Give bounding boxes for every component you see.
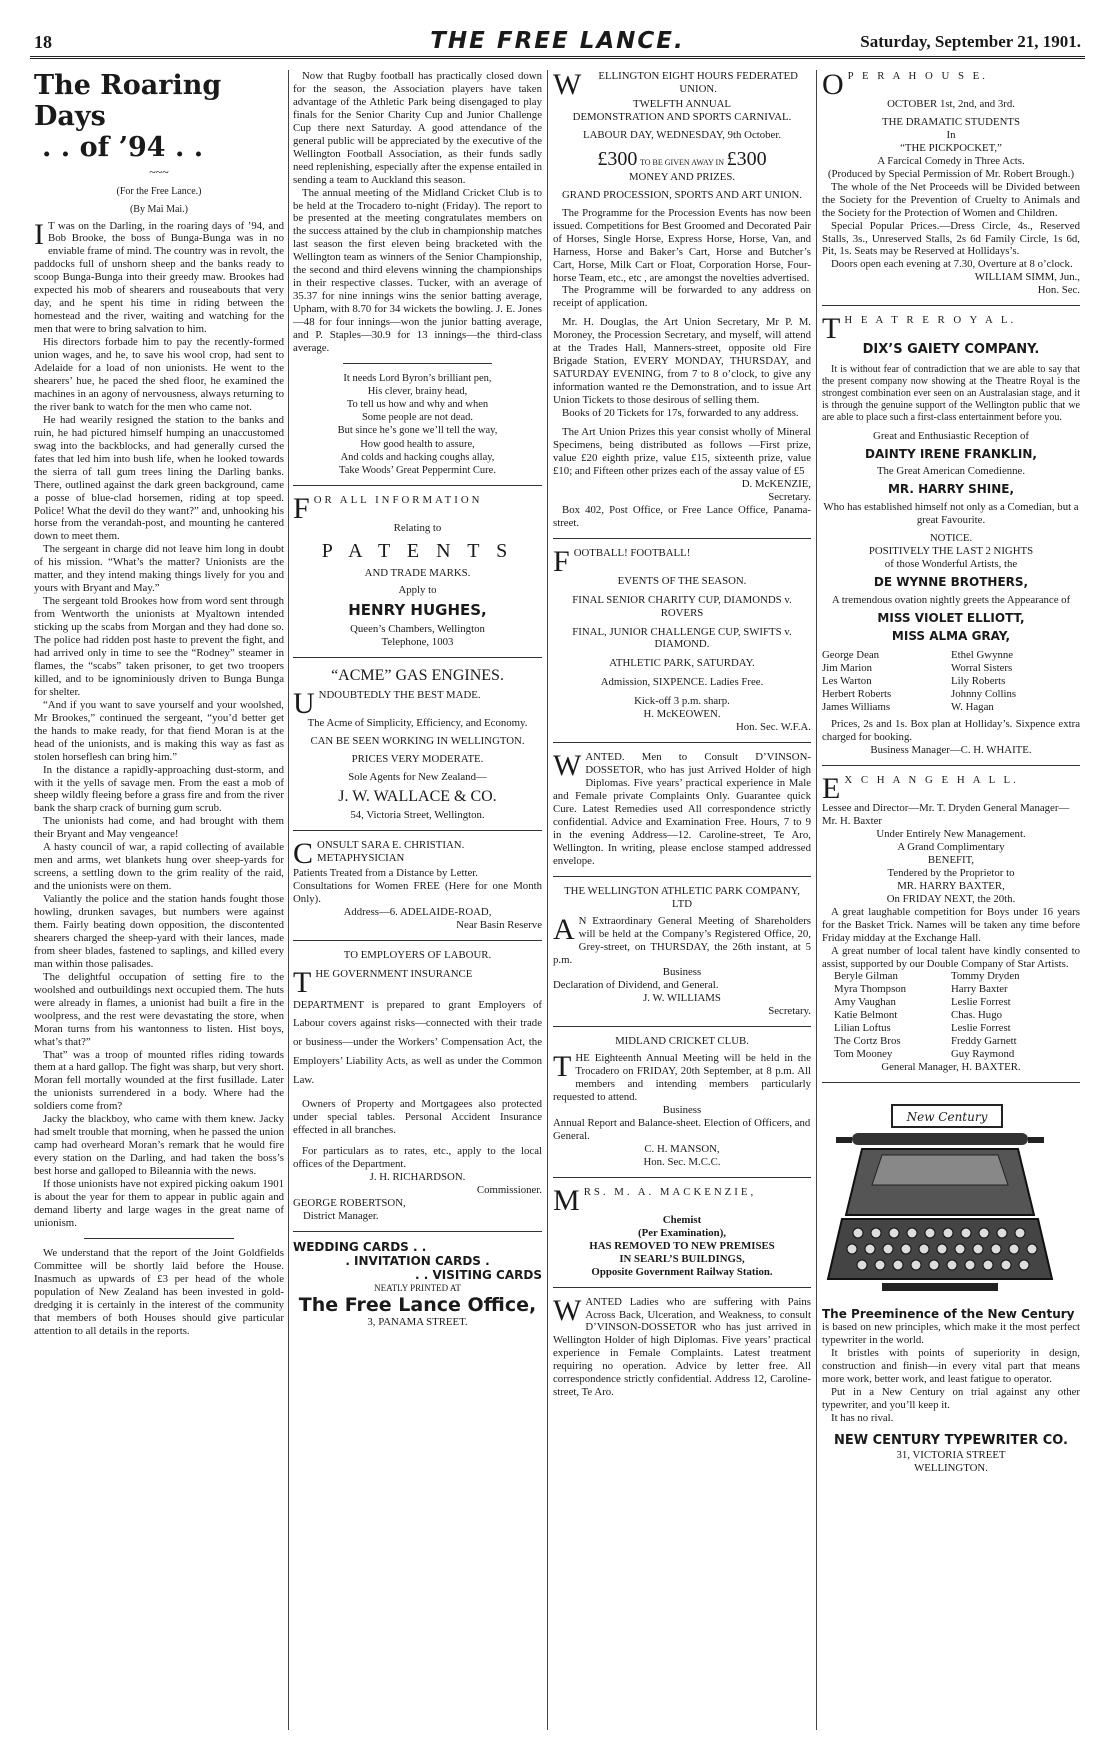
ad-body: is based on new principles, which make it the most perfect typewriter in the world. bbox=[822, 1321, 1080, 1347]
ad-line: Great and Enthusiastic Reception of bbox=[873, 429, 1029, 442]
divider bbox=[822, 305, 1080, 306]
ad-body: The Art Union Prizes this year consist wholly of Mineral Specimens, being distributed as follows —First prize, value £20 eighth prize, value £15, sixteenth prize, value £10; and Fifteen other prizes each of the assay value of £5 bbox=[553, 426, 811, 477]
page-number: 18 bbox=[34, 32, 52, 52]
ad-line: Kick-off 3 p.m. sharp. bbox=[634, 695, 730, 708]
ad-signature: J. W. WILLIAMS bbox=[643, 992, 721, 1005]
ad-headline: P A T E N T S bbox=[321, 539, 514, 562]
page-header bbox=[30, 26, 1085, 59]
ad-line: Opposite Government Railway Station. bbox=[591, 1265, 773, 1278]
ad-line: The Acme of Simplicity, Efficiency, and Economy. bbox=[307, 716, 528, 729]
ad-body: Mr. H. Douglas, the Art Union Secretary, Mr P. M. Moroney, the Procession Secretary, and myself, will attend at the Trades Hall, Manners-street, opposite old Fire Brigade Station, EVERY MONDAY, THURSDAY, and SATURDAY EVENING, from 7 to 8 o’clock, to give any information wanted re the Demonstration, and to issue Art Union Tickets to those desirous of selling them. bbox=[553, 316, 811, 407]
paragraph: Valiantly the police and the station hands fought those howling, drunken savages, but numbers were against them. Fairly beating down opposition, the discontented shearers charged the sheep-yard with their lances, made from sheer blades, fastened to saplings, and killed every man within those palisades. bbox=[34, 893, 284, 970]
patents-ad bbox=[293, 491, 542, 649]
drop-cap: O bbox=[822, 70, 844, 101]
ad-line: (Per Examination), bbox=[638, 1226, 726, 1239]
story-source: (For the Free Lance.) bbox=[116, 185, 202, 197]
ad-headline: THE WELLINGTON ATHLETIC PARK COMPANY, LTD bbox=[564, 884, 800, 910]
ad-line: Commissioner. bbox=[476, 1183, 542, 1196]
divider bbox=[343, 363, 492, 364]
ad-line: Under Entirely New Management. bbox=[876, 828, 1026, 840]
labour-day-ad bbox=[553, 70, 811, 530]
ad-line: In bbox=[946, 128, 956, 141]
ad-line: WEDDING CARDS . . bbox=[293, 1239, 427, 1254]
divider bbox=[553, 742, 811, 743]
poem bbox=[293, 372, 542, 477]
ad-headline: ONSULT SARA E. CHRISTIAN. METAPHYSICIAN bbox=[317, 838, 465, 864]
divider bbox=[822, 1082, 1080, 1083]
ad-body: The Programme for the Procession Events has now been issued. Competitions for Best Groomed and Decorated Pair of Horses, Single Horse, Express Horse, Horse, Van, and Harness, Horse and Baker’s Cart, Horse and Butcher’s Cart, Horse, Milk Cart or Float, Corporation Horse, Four-horse Team, etc., etc , are amongst the novelties advertised. bbox=[553, 206, 811, 284]
artist-name: Myra Thompson bbox=[834, 983, 907, 996]
ad-name: The Free Lance Office, bbox=[298, 1293, 537, 1316]
cast-name: James Williams bbox=[822, 701, 891, 714]
ad-name: J. W. WALLACE & CO. bbox=[338, 787, 497, 805]
ad-line: On FRIDAY NEXT, the 20th. bbox=[886, 892, 1016, 905]
drop-cap: F bbox=[293, 491, 310, 525]
ad-body: A great laughable competition for Boys under 16 years for the Basket Trick. Names will be taken any time before Friday midday at the Exchange Hall. bbox=[822, 905, 1080, 944]
ad-line: TO BE GIVEN AWAY IN bbox=[640, 157, 724, 167]
artist-name: Leslie Forrest bbox=[951, 996, 1011, 1009]
ad-body: ANTED. Men to Consult D’VINSON-DOSSETOR, who has just Arrived Holder of high Diplomas. Five years’ practical experience in Male and Female private Complaints Only. Guarantee quick Cure. Latest Remedies used All correspondence strictly confidential. Advice and Examination Free. Hours, 7 to 9 in the evening Address—12. Caroline-street, Te Aro, Wellington. In writing, please enclose stamped addressed envelope. bbox=[553, 751, 811, 867]
drop-cap: A bbox=[553, 912, 575, 946]
paragraph: We understand that the report of the Joint Goldfields Committee will be shortly laid before the House. Inasmuch as upwards of £3 per head of the whole population of New Zealand has been invested in gold-dredging it is certainly in the interest of the community that members of both Houses should give particular attention to all details in the reports. bbox=[34, 1246, 284, 1337]
ad-line: “THE PICKPOCKET,” bbox=[900, 141, 1002, 154]
ad-line: MR. HARRY BAXTER, bbox=[897, 879, 1005, 892]
ad-line: Secretary. bbox=[768, 1005, 811, 1018]
ad-line: WELLINGTON. bbox=[914, 1461, 988, 1474]
artist-name: Beryle Gilman bbox=[834, 970, 898, 983]
masthead: THE FREE LANCE. bbox=[430, 28, 685, 54]
ad-line: Relating to bbox=[393, 521, 442, 534]
ad-headline: TO EMPLOYERS OF LABOUR. bbox=[343, 948, 492, 961]
ad-headline: The Preeminence of the New Century bbox=[822, 1307, 1075, 1322]
poem-line: And colds and hacking coughs allay, bbox=[340, 451, 495, 463]
ad-line: of those Wonderful Artists, the bbox=[884, 558, 1018, 571]
ad-line: Tendered by the Proprietor to bbox=[887, 866, 1015, 879]
ad-body: Special Popular Prices.—Dress Circle, 4s., Reserved Stalls, 3s., Unreserved Stalls, 2s 6d Family Circle, 1s 6d, Pit, 1s. Seats may be Reserved at Hollidays’s. bbox=[822, 219, 1080, 258]
ad-line: Who has established himself not only as a Comedian, but a great Favourite. bbox=[823, 500, 1079, 526]
ad-name: MISS ALMA GRAY, bbox=[891, 629, 1011, 644]
ad-line: MONEY AND PRIZES. bbox=[628, 170, 736, 183]
paragraph: The delightful occupation of setting fire to the woolshed and outbuildings next occupied them. The huts were already in flames, a unionist had built a fire in the woolpress, and the rest were devastating the store, when Moran turns from his wantonness to listen. Hist boys, what’s that?” bbox=[34, 970, 284, 1048]
cast-list bbox=[822, 649, 1080, 714]
paragraph: The annual meeting of the Midland Cricket Club is to be held at the Trocadero to-night (Friday). The report to be presented at the meeting congratulates members on the success attained by the club in championship matches last season the first eleven being bracketed with the Wellington team as winners of the Senior Championship, the second and third elevens winning the championships in their respective classes. Tucker, with an average of 35.37 for nine innings wins the senior batting average, Upham, with 8.70 for 34 wickets the bowling. J. E. Jones—48 for four innings—won the junior batting average, and P. Staples—30.9 for 13 innings—the third-class average. bbox=[293, 186, 542, 355]
ad-line: Annual Report and Balance-sheet. Election of Officers, and General. bbox=[553, 1117, 811, 1142]
artist-name: Freddy Garnett bbox=[951, 1035, 1017, 1048]
divider bbox=[293, 657, 542, 658]
issue-date: Saturday, September 21, 1901. bbox=[860, 32, 1081, 51]
paragraph: Now that Rugby football has practically closed down for the season, the Association players have taken advantage of the Athletic Park being disengaged to play finals for the Senior Charity Cup and Junior Challenge Cup there next Saturday. A good attendance of the general public will be appreciated by the executive of the Wellington Football Association, as their funds sadly need replenishing, especially after the expense entailed in sending a team to Auckland this season. bbox=[293, 70, 542, 186]
ad-body: The whole of the Net Proceeds will be Divided between the Society for the Prevention of Cruelty to Animals and the Society for the Protection of Women and Children. bbox=[822, 180, 1080, 219]
ad-name: DE WYNNE BROTHERS, bbox=[873, 575, 1029, 590]
paragraph: Jacky the blackboy, who came with them knew. Jacky had smelt trouble that morning, when he passed the union camp had overheard Moran’s remark that he would fire every station on the Darling, and had taken the boss’s best horse and galloped to Bileannia with the news. bbox=[34, 1113, 284, 1178]
paragraph: If those unionists have not expired picking oakum 1901 is about the year for them to appear in public again and demand liberty and large wages in the great name of unionism. bbox=[34, 1178, 284, 1229]
ad-signature: WILLIAM SIMM, Jun., bbox=[974, 271, 1080, 284]
ad-line: Address—6. ADELAIDE-ROAD, bbox=[343, 905, 492, 918]
paragraph: The unionists had come, and had brought with them their Bryant and May vengeance! bbox=[34, 815, 284, 841]
ad-signature: C. H. MANSON, bbox=[644, 1142, 720, 1155]
ad-body: Books of 20 Tickets for 17s, forwarded to any address. bbox=[562, 407, 799, 420]
paragraph: The sergeant in charge did not leave him long in doubt of his mission. “What’s the matter? Unionists are the matter, and they intend making things lively for you and yours with Bryant and May.” bbox=[34, 543, 284, 595]
paragraph: In the distance a rapidly-approaching dust-storm, and with it the yells of savage men. From the east a mob of sheep wildly fleeing before a grass fire and from the river bank the sharp crack of burning gum scrub. bbox=[34, 763, 284, 815]
ad-line: Patients Treated from a Distance by Letter. bbox=[293, 866, 479, 879]
ad-body: HE Eighteenth Annual Meeting will be held in the Trocadero on FRIDAY, 20th September, at 8 p.m. All members and intending members particularly requested to attend. bbox=[553, 1052, 811, 1104]
ad-line: LABOUR DAY, WEDNESDAY, 9th October. bbox=[582, 128, 782, 141]
drop-cap: I bbox=[34, 217, 44, 251]
column-story bbox=[34, 70, 284, 1730]
ad-line: EVENTS OF THE SEASON. bbox=[617, 574, 747, 587]
paragraph: A hasty council of war, a rapid collecting of available men and arms, wet blankets hung over sheep-yards for screens, a settling down to the grim reality of the raid, and the unionists were on them. bbox=[34, 841, 284, 893]
ad-line: ATHLETIC PARK, SATURDAY. bbox=[609, 657, 755, 670]
poem-line: His clever, brainy head, bbox=[367, 386, 468, 398]
typewriter-badge: New Century bbox=[906, 1110, 988, 1125]
ad-line: TWELFTH ANNUAL bbox=[632, 98, 732, 110]
story-title: The Roaring Days bbox=[34, 70, 222, 133]
ad-line: NEATLY PRINTED AT bbox=[374, 1282, 461, 1293]
cast-name: Lily Roberts bbox=[951, 675, 1006, 688]
drop-cap: U bbox=[293, 686, 315, 720]
drop-cap: T bbox=[553, 1050, 572, 1084]
ad-line: 54, Victoria Street, Wellington. bbox=[350, 808, 485, 821]
column-notices bbox=[553, 70, 811, 1730]
ad-signature: Business Manager—C. H. WHAITE. bbox=[870, 744, 1032, 757]
wanted-men-ad bbox=[553, 751, 811, 868]
printing-ad bbox=[293, 1240, 542, 1330]
drop-cap: M bbox=[553, 1183, 580, 1217]
poem-line: Take Woods’ Great Peppermint Cure. bbox=[339, 464, 496, 476]
ad-headline: OOTBALL! FOOTBALL! bbox=[573, 546, 691, 559]
ad-line: . . VISITING CARDS bbox=[415, 1268, 542, 1283]
theatre-royal-ad bbox=[822, 314, 1080, 757]
ad-line: Business bbox=[662, 1104, 702, 1117]
divider bbox=[553, 538, 811, 539]
artist-name: Amy Vaughan bbox=[834, 996, 896, 1009]
paragraph: He had wearily resigned the station to the banks and ruin, he had pictured himself humping an unaccustomed swag into the backblocks, and had generally cursed the fates that led him into bush life, when he looked towards the sierra of tall gum trees lining the Darling banks. There, outlined against the dark green background, came a posse of blue-clad horsemen, riding at top speed. Police! What the devil do they want?” and, unhooking his horse from the verandah-post, and mounting he cantered down to meet them. bbox=[34, 413, 284, 543]
ad-line: FINAL, JUNIOR CHALLENGE CUP, SWIFTS v. DIAMOND. bbox=[572, 625, 792, 651]
cast-name: W. Hagan bbox=[951, 701, 994, 714]
ad-line: Queen’s Chambers, Wellington bbox=[350, 622, 485, 635]
poem-line: How good health to assure, bbox=[360, 438, 475, 450]
ad-body: It bristles with points of superiority in design, construction and finish—in every vital part that means more work, better work, and least fatigue to operator. bbox=[822, 1347, 1080, 1386]
artist-list bbox=[822, 970, 1080, 1061]
metaphysician-ad bbox=[293, 836, 542, 932]
ad-line: District Manager. bbox=[303, 1209, 379, 1222]
cast-name: Johnny Collins bbox=[951, 688, 1017, 701]
ad-body: Doors open each evening at 7.30, Overture at 8 o’clock. bbox=[831, 258, 1073, 271]
chemist-ad bbox=[553, 1183, 811, 1279]
ad-line: The Great American Comedienne. bbox=[876, 465, 1026, 478]
insurance-ad bbox=[293, 949, 542, 1223]
paragraph: The sergeant told Brookes how from word sent through from Wentworth the unionists at Myaltown intended sticking up the scabs from Morgan and they had done so. The police had ridden post haste to prevent the fight, and had arrived only in time to see the “Rodney” steamer in flames, the “scabs” taken prisoner, to get two troopers killed, and to be ignominiously driven to Bunga Bunga for shelter. bbox=[34, 595, 284, 698]
drop-cap: T bbox=[293, 965, 312, 999]
artist-name: Chas. Hugo bbox=[951, 1009, 1002, 1022]
column-entertainment bbox=[822, 70, 1080, 1730]
ad-line: 31, VICTORIA STREET bbox=[896, 1448, 1006, 1461]
ad-line: OCTOBER 1st, 2nd, and 3rd. bbox=[887, 98, 1015, 110]
drop-cap: W bbox=[553, 1293, 582, 1327]
ad-line: (Produced by Special Permission of Mr. Robert Brough.) bbox=[827, 167, 1075, 180]
typewriter-illustration bbox=[822, 1097, 1058, 1297]
ad-line: Hon. Sec. W.F.A. bbox=[735, 721, 811, 734]
poem-line: But since he’s gone we’ll tell the way, bbox=[337, 425, 498, 437]
ad-line: Business bbox=[662, 966, 702, 979]
ad-headline: ELLINGTON EIGHT HOURS FEDERATED UNION. bbox=[598, 70, 798, 95]
ad-name: MR. HARRY SHINE, bbox=[887, 482, 1015, 497]
paragraph: That” was a troop of mounted rifles riding towards them at a hard gallop. The fight was sharp, but very short. Moran fell mortally wounded at the first fusillade. Later the unionists surrendered in a body. Where had the soldiers come from? bbox=[34, 1048, 284, 1113]
paragraph: “And if you want to save yourself and your woolshed, Mr Brookes,” continued the sergeant, “you’d better get the hands to make ready, for that fiend Moran is at the head of the unionists, and is making this way as fast as stolen horseflesh can bring him.” bbox=[34, 698, 284, 763]
drop-cap: T bbox=[822, 312, 841, 346]
ad-line: Near Basin Reserve bbox=[456, 918, 542, 931]
ad-line: Lessee and Director—Mr. T. Dryden General Manager—Mr. H. Baxter bbox=[822, 802, 1070, 828]
ad-body: ANTED Ladies who are suffering with Pains Across Back, Ulceration, and Weakness, to consult D’VINSON-DOSSETOR who has just arrived in Wellington Holder of high Diplomas. Five years’ practical experience in Female Complaints. Latest treatment requiring no operation. Advice by letter free. All correspondence strictly confidential. Address 12, Caroline-street, Te Aro. bbox=[553, 1295, 811, 1399]
ad-signature: GEORGE ROBERTSON, bbox=[293, 1196, 406, 1209]
column-rule bbox=[547, 70, 548, 1730]
story-title-year: . . of ’94 . . bbox=[42, 132, 204, 164]
ad-line: PRICES VERY MODERATE. bbox=[351, 752, 484, 765]
cast-name: Herbert Roberts bbox=[822, 688, 892, 701]
ad-headline: OR ALL INFORMATION bbox=[313, 493, 483, 506]
ornament: ~~~ bbox=[149, 165, 169, 180]
exchange-hall-ad bbox=[822, 774, 1080, 1074]
ad-line: A Grand Complimentary bbox=[897, 840, 1005, 853]
ad-line: . INVITATION CARDS . bbox=[345, 1254, 490, 1269]
ad-line: A Farcical Comedy in Three Acts. bbox=[877, 154, 1025, 167]
ad-line: BENEFIT, bbox=[927, 853, 975, 866]
cast-name: Les Warton bbox=[822, 675, 872, 688]
ad-line: THE DRAMATIC STUDENTS bbox=[882, 115, 1020, 128]
ad-line: Hon. Sec. bbox=[1037, 284, 1080, 297]
divider bbox=[84, 1238, 234, 1239]
football-ad bbox=[553, 544, 811, 735]
artist-name: The Cortz Bros bbox=[834, 1035, 901, 1048]
ad-signature: J. H. RICHARDSON. bbox=[369, 1170, 466, 1183]
ad-body: It has no rival. bbox=[831, 1412, 894, 1425]
story-byline: (By Mai Mai.) bbox=[129, 203, 189, 215]
ad-body: For particulars as to rates, etc., apply to the local offices of the Department. bbox=[293, 1144, 542, 1170]
poem-line: It needs Lord Byron’s brilliant pen, bbox=[343, 372, 492, 384]
artist-name: Tom Mooney bbox=[834, 1048, 893, 1061]
divider bbox=[293, 1231, 542, 1232]
ad-name: DAINTY IRENE FRANKLIN, bbox=[865, 446, 1037, 461]
ad-signature: H. McKEOWEN. bbox=[643, 708, 721, 721]
cast-name: Worral Sisters bbox=[951, 662, 1013, 675]
ad-body: N Extraordinary General Meeting of Shareholders will be held at the Company’s Registered Office, 20, Grey-street, on THURSDAY, the 26th instant, at 5 p.m. bbox=[553, 914, 811, 966]
ad-line: Consultations for Women FREE (Here for one Month Only). bbox=[293, 879, 542, 905]
ad-line: Secretary. bbox=[768, 490, 811, 503]
ad-headline: MIDLAND CRICKET CLUB. bbox=[615, 1035, 749, 1048]
artist-name: Tommy Dryden bbox=[951, 970, 1020, 983]
cast-name: George Dean bbox=[822, 649, 880, 662]
prize-amount: £300 bbox=[597, 147, 638, 170]
ad-body: A great number of local talent have kindly consented to assist, supported by our Double Company of Star Artists. bbox=[822, 944, 1080, 970]
ad-line: Hon. Sec. M.C.C. bbox=[643, 1155, 721, 1168]
ad-body: DEPARTMENT is prepared to grant Employers of Labour covers against risks—connected with their trade or business—under the Workers’ Compensation Act, the Employers’ Liability Acts, as well as under the Common Law. bbox=[293, 998, 542, 1087]
ad-line: GRAND PROCESSION, SPORTS AND ART UNION. bbox=[562, 188, 802, 201]
ad-headline: X C H A N G E H A L L. bbox=[844, 774, 1019, 787]
drop-cap: W bbox=[553, 749, 582, 783]
ad-line: HAS REMOVED TO NEW PREMISES bbox=[589, 1239, 775, 1252]
divider bbox=[293, 485, 542, 486]
ad-body: Owners of Property and Mortgagees also protected under special tables. Personal Accident Insurance effected in all branches. bbox=[293, 1098, 542, 1136]
ad-name: MISS VIOLET ELLIOTT, bbox=[877, 610, 1025, 625]
divider bbox=[553, 1287, 811, 1288]
ad-signature: General Manager, H. BAXTER. bbox=[881, 1061, 1021, 1074]
artist-name: Leslie Forrest bbox=[951, 1022, 1011, 1035]
cast-name: Jim Marion bbox=[822, 662, 873, 675]
divider bbox=[553, 876, 811, 877]
prize-amount: £300 bbox=[726, 147, 767, 170]
ad-body: Put in a New Century on trial against any other typewriter, and you’ll keep it. bbox=[822, 1386, 1080, 1412]
paragraph: His directors forbade him to pay the recently-formed union wages, and he, to save his wool crop, had sent to Adelaide for a load of non unionists. He went to the shearers’ hue, he paced the shed floor, he examined the machines in an agony of nervousness, always returning to the river bank to watch for the men who came not. bbox=[34, 336, 284, 413]
ad-line: Apply to bbox=[398, 583, 437, 596]
divider bbox=[293, 830, 542, 831]
artist-name: Guy Raymond bbox=[951, 1048, 1015, 1061]
ad-line: A tremendous ovation nightly greets the Appearance of bbox=[831, 593, 1071, 606]
ad-name: HENRY HUGHES, bbox=[348, 600, 487, 619]
artist-name: Katie Belmont bbox=[834, 1009, 898, 1022]
ad-headline: P E R A H O U S E. bbox=[847, 70, 988, 82]
ad-body: The Programme will be forwarded to any address on receipt of application. bbox=[553, 284, 811, 310]
ad-line: 3, PANAMA STREET. bbox=[367, 1316, 468, 1329]
cast-name: Ethel Gwynne bbox=[951, 649, 1014, 662]
ad-line: CAN BE SEEN WORKING IN WELLINGTON. bbox=[310, 734, 525, 747]
acme-ad bbox=[293, 666, 542, 822]
ad-body: Box 402, Post Office, or Free Lance Office, Panama-street. bbox=[553, 503, 811, 529]
ad-signature: D. McKENZIE, bbox=[741, 477, 811, 490]
ad-body: Prices, 2s and 1s. Box plan at Holliday’s. Sixpence extra charged for booking. bbox=[822, 718, 1080, 744]
ad-headline: RS. M. A. MACKENZIE, bbox=[583, 1185, 757, 1198]
ad-line: NOTICE. bbox=[929, 532, 973, 545]
ad-line: NDOUBTEDLY THE BEST MADE. bbox=[318, 688, 481, 701]
ad-line: Telephone, 1003 bbox=[381, 635, 454, 648]
drop-cap: E bbox=[822, 772, 841, 806]
ad-line: DEMONSTRATION AND SPORTS CARNIVAL. bbox=[572, 110, 792, 123]
ad-name: DIX’S GAIETY COMPANY. bbox=[862, 342, 1040, 358]
midland-cricket-ad bbox=[553, 1035, 811, 1169]
column-rule bbox=[816, 70, 817, 1730]
artist-name: Harry Baxter bbox=[951, 983, 1008, 996]
ad-line: Declaration of Dividend, and General. bbox=[553, 979, 719, 992]
wanted-ladies-ad bbox=[553, 1293, 811, 1400]
drop-cap: W bbox=[553, 70, 582, 101]
ad-body: It is without fear of contradiction that we are able to say that the present company now showing at the Theatre Royal is the strongest combination ever seen on an Australasian stage, and it is through the genuine support of the Wellington public that we are able to place such a first-class entertainment before you. bbox=[822, 363, 1080, 423]
ad-line: Sole Agents for New Zealand— bbox=[348, 770, 487, 783]
ad-line: FINAL SENIOR CHARITY CUP, DIAMONDS v. ROVERS bbox=[572, 593, 792, 619]
opera-house-ad bbox=[822, 70, 1080, 297]
divider bbox=[293, 940, 542, 941]
artist-name: Lilian Loftus bbox=[834, 1022, 891, 1035]
divider bbox=[553, 1177, 811, 1178]
ad-headline: “ACME” GAS ENGINES. bbox=[331, 666, 504, 684]
column-rule bbox=[288, 70, 289, 1730]
ad-line: HE GOVERNMENT INSURANCE bbox=[315, 967, 473, 980]
ad-name: NEW CENTURY TYPEWRITER CO. bbox=[834, 1433, 1068, 1449]
poem-line: To tell us how and why and when bbox=[346, 399, 489, 411]
ad-line: AND TRADE MARKS. bbox=[364, 566, 471, 579]
athletic-park-ad bbox=[553, 885, 811, 1019]
column-sports-ads bbox=[293, 70, 542, 1730]
ad-headline: H E A T R E R O Y A L. bbox=[844, 314, 1017, 327]
divider bbox=[822, 765, 1080, 766]
typewriter-ad bbox=[822, 1091, 1080, 1474]
ad-line: Chemist bbox=[662, 1213, 702, 1226]
ad-line: Admission, SIXPENCE. Ladies Free. bbox=[600, 676, 764, 689]
divider bbox=[553, 1026, 811, 1027]
paragraph: T was on the Darling, in the roaring days of ’94, and Bob Brooke, the boss of Bunga-Bunga was in no enviable frame of mind. The country was in revolt, the paddocks full of unshorn sheep and the banks ready to scoop Bunga-Bunga into their greedy maw. Brookes had expected his mob of shearers and rouseabouts that very day, and he spent his time in riding between the homestead and the river, waiting and watching for the men that were to bring salvation to him. bbox=[34, 219, 284, 336]
drop-cap: F bbox=[553, 544, 570, 578]
ad-line: POSITIVELY THE LAST 2 NIGHTS bbox=[868, 545, 1034, 558]
ad-line: IN SEARL’S BUILDINGS, bbox=[619, 1252, 745, 1265]
poem-line: Some people are not dead. bbox=[361, 412, 474, 424]
drop-cap: C bbox=[293, 836, 314, 870]
